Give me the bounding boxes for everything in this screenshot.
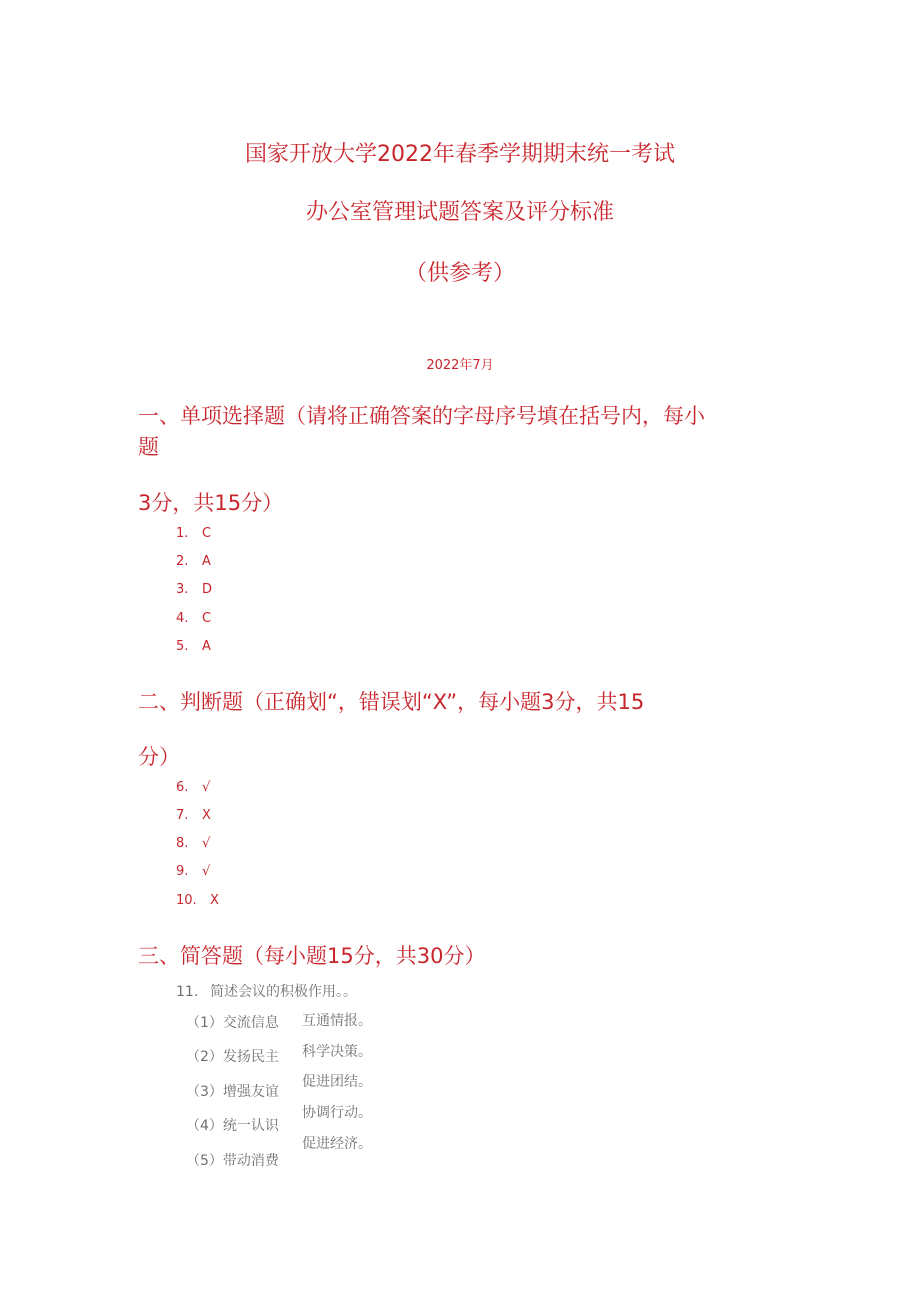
item-answer: √ xyxy=(202,836,211,851)
item-answer: C xyxy=(202,611,212,626)
list-item xyxy=(176,639,211,654)
list-item xyxy=(176,836,210,851)
question-item xyxy=(176,981,357,1001)
reference-note: （供参考） xyxy=(404,261,515,286)
list-item xyxy=(176,808,211,823)
exam-date: 2022年7月 xyxy=(426,358,494,373)
item-number: 8. xyxy=(176,836,189,851)
question-number: 11. xyxy=(176,984,199,1000)
answer-point-label: （5）带动消费 xyxy=(186,1153,279,1169)
answer-point-label: （2）发扬民主 xyxy=(186,1049,279,1065)
section1-title-line3: 3分，共15分） xyxy=(138,491,284,515)
item-answer: A xyxy=(202,639,211,654)
section3-title: 三、简答题（每小题15分，共30分） xyxy=(138,944,486,968)
answer-point-detail: 促进经济。 xyxy=(302,1136,372,1152)
list-item xyxy=(176,780,210,795)
item-answer: X xyxy=(202,808,211,823)
list-item xyxy=(176,554,211,569)
item-number: 5. xyxy=(176,639,189,654)
item-answer: A xyxy=(202,554,211,569)
item-answer: X xyxy=(210,893,219,908)
item-number: 7. xyxy=(176,808,189,823)
item-number: 6. xyxy=(176,780,189,795)
item-number: 4. xyxy=(176,611,189,626)
list-item xyxy=(176,893,219,908)
section1-title-line2: 题 xyxy=(138,435,159,459)
item-number: 10. xyxy=(176,893,197,908)
item-answer: C xyxy=(202,526,212,541)
item-number: 3. xyxy=(176,582,189,597)
answer-point-label: （4）统一认识 xyxy=(186,1118,279,1134)
list-item xyxy=(176,526,211,541)
list-item xyxy=(176,864,210,879)
answer-point-detail: 协调行动。 xyxy=(302,1105,372,1121)
item-answer: √ xyxy=(202,864,211,879)
answer-point-detail: 互通情报。 xyxy=(302,1013,372,1029)
question-text: 简述会议的积极作用。。 xyxy=(210,984,357,1000)
exam-title: 国家开放大学2022年春季学期期末统一考试 xyxy=(245,142,675,167)
answer-point-detail: 促进团结。 xyxy=(302,1074,372,1090)
item-number: 1. xyxy=(176,526,189,541)
item-number: 9. xyxy=(176,864,189,879)
answer-key-title: 办公室管理试题答案及评分标准 xyxy=(305,200,614,225)
list-item xyxy=(176,582,212,597)
answer-point-detail: 科学决策。 xyxy=(302,1044,372,1060)
answer-point-label: （3）增强友谊 xyxy=(186,1084,279,1100)
answer-point-label: （1）交流信息 xyxy=(186,1015,279,1031)
section2-title-line1: 二、判断题（正确划“，错误划“X”，每小题3分，共15 xyxy=(138,690,645,714)
section1-title-line1: 一、单项选择题（请将正确答案的字母序号填在括号内，每小 xyxy=(138,404,705,428)
item-answer: √ xyxy=(202,780,211,795)
item-answer: D xyxy=(202,582,213,597)
list-item xyxy=(176,611,211,626)
section2-title-line2: 分） xyxy=(138,745,180,769)
item-number: 2. xyxy=(176,554,189,569)
